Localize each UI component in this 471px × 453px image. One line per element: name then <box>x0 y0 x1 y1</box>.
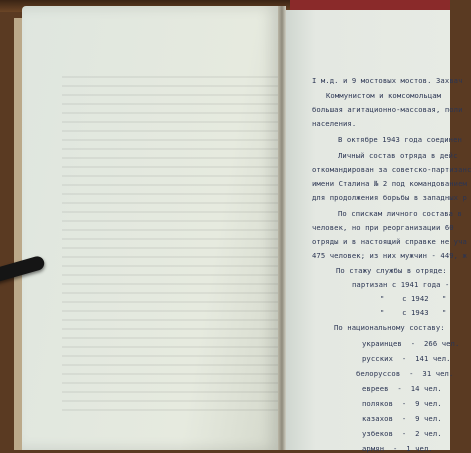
text-line: узбеков - 2 чел. <box>362 429 442 438</box>
text-line: партизан с 1941 года - <box>352 280 450 289</box>
text-line: По стажу службы в отряде: <box>336 266 447 275</box>
text-line: евреев - 14 чел. <box>362 384 442 393</box>
typed-text-block <box>286 10 471 453</box>
text-line: 475 человек; из них мужчин - 449, ж <box>312 251 467 260</box>
text-line: " с 1943 " <box>380 308 447 317</box>
text-line: имени Сталина № 2 под командованием <box>312 179 467 188</box>
text-line: I м.д. и 9 мостовых мостов. Захвач <box>312 76 463 85</box>
text-line: Коммунистом и комсомольцам <box>326 91 442 100</box>
text-line: русских - 141 чел. <box>362 354 451 363</box>
left-page <box>22 6 280 450</box>
bleed-through-text <box>62 76 282 416</box>
text-line: человек, но при реорганизации 60 <box>312 223 454 232</box>
text-line: По национальному составу: <box>334 323 445 332</box>
text-line: В октябре 1943 года соединен <box>338 135 462 144</box>
text-line: Личный состав отряда в дейс <box>338 151 458 160</box>
page-gutter <box>278 6 286 450</box>
text-line: населения. <box>312 119 357 128</box>
text-line: поляков - 9 чел. <box>362 399 442 408</box>
text-line: для продолжения борьбы в западных р <box>312 193 467 202</box>
text-line: отряды и в настоящий справке не уча <box>312 237 467 246</box>
text-line: По спискам личного состава в <box>338 209 462 218</box>
text-line: казахов - 9 чел. <box>362 414 442 423</box>
right-page <box>286 10 471 453</box>
text-line: большая агитационно-массовая, поли <box>312 105 463 114</box>
text-line: откомандирован за советско-партизанс <box>312 165 471 174</box>
text-line: украинцев - 266 чел. <box>362 339 460 348</box>
text-line: белоруссов - 31 чел. <box>356 369 454 378</box>
text-line: армян - 1 чел. <box>362 444 433 453</box>
text-line: " с 1942 " <box>380 294 447 303</box>
